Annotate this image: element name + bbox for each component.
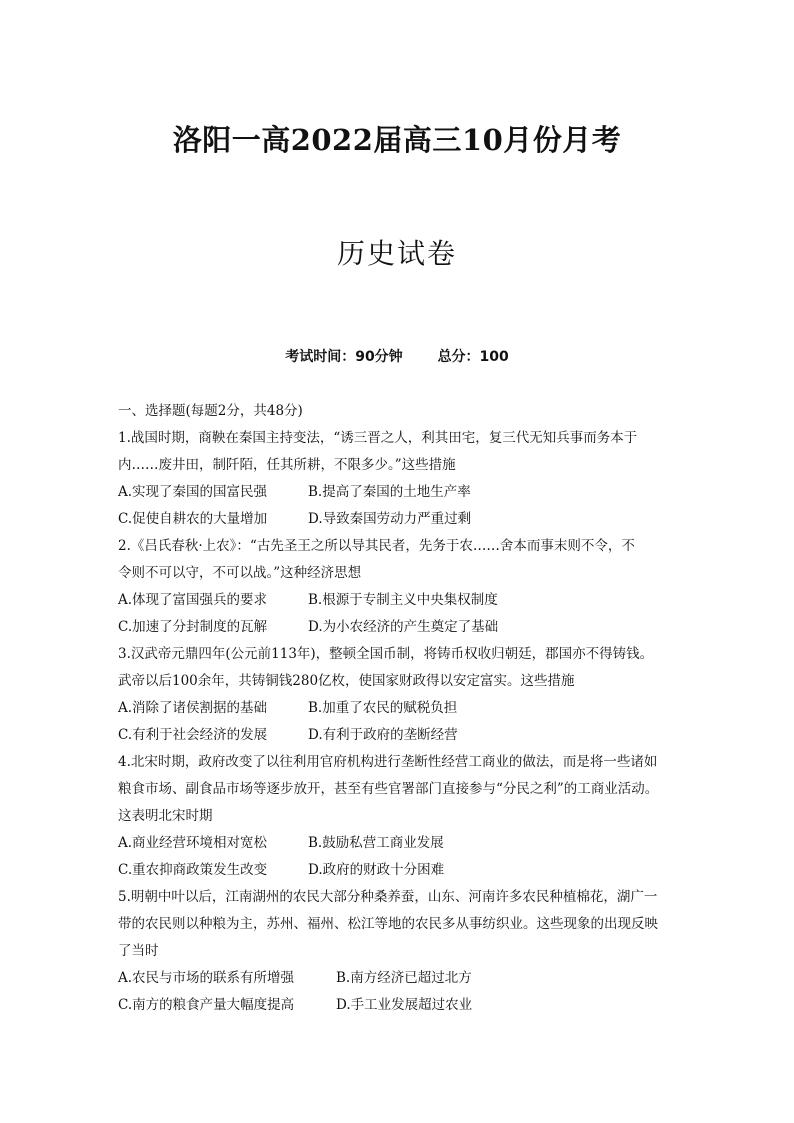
question-text-line: 2.《吕氏春秋·上农》：“古先圣王之所以导其民者，先务于农……舍本而事末则不令，不 bbox=[118, 538, 635, 554]
option-c: C.重农抑商政策发生改变 bbox=[118, 862, 268, 878]
question-text-line: 4.北宋时期，政府改变了以往利用官府机构进行垄断性经营工商业的做法，而是将一些诸如 bbox=[118, 754, 658, 770]
option-b: B.南方经济已超过北方 bbox=[336, 970, 472, 986]
question-text-line: 带的农民则以种粮为主，苏州、福州、松江等地的农民多从事纺织业。这些现象的出现反映 bbox=[118, 916, 658, 932]
option-c: C.南方的粮食产量大幅度提高 bbox=[118, 997, 295, 1013]
option-a: A.农民与市场的联系有所增强 bbox=[118, 970, 295, 986]
option-d: D.政府的财政十分困难 bbox=[308, 862, 445, 878]
option-c: C.有利于社会经济的发展 bbox=[118, 727, 268, 743]
option-d: D.导致秦国劳动力严重过剩 bbox=[308, 511, 472, 527]
exam-meta bbox=[0, 346, 794, 366]
option-row bbox=[118, 695, 680, 722]
option-a: A.实现了秦国的国富民强 bbox=[118, 484, 268, 500]
option-row bbox=[118, 479, 680, 506]
question-3 bbox=[118, 641, 680, 749]
option-b: B.根源于专制主义中央集权制度 bbox=[308, 592, 498, 608]
exam-time: 考试时间：90分钟 bbox=[285, 349, 403, 365]
question-text-line: 5.明朝中叶以后，江南湖州的农民大部分种桑养蚕，山东、河南许多农民种植棉花，湖广一 bbox=[118, 889, 658, 905]
option-row bbox=[118, 992, 680, 1019]
question-5 bbox=[118, 884, 680, 1019]
option-d: D.有利于政府的垄断经营 bbox=[308, 727, 458, 743]
question-text-line: 粮食市场、副食品市场等逐步放开，甚至有些官署部门直接参与“分民之利”的工商业活动。 bbox=[118, 781, 659, 797]
option-row bbox=[118, 830, 680, 857]
question-2 bbox=[118, 533, 680, 641]
option-row bbox=[118, 614, 680, 641]
option-c: C.加速了分封制度的瓦解 bbox=[118, 619, 268, 635]
option-row bbox=[118, 722, 680, 749]
option-a: A.商业经营环境相对宽松 bbox=[118, 835, 268, 851]
option-row bbox=[118, 857, 680, 884]
exam-subject: 历史试卷 bbox=[336, 237, 457, 270]
question-text-line: 武帝以后100余年，共铸铜钱280亿枚，使国家财政得以安定富实。这些措施 bbox=[118, 673, 575, 689]
section-heading: 一、选择题(每题2分，共48分) bbox=[118, 403, 303, 419]
question-section bbox=[118, 398, 680, 1019]
option-b: B.加重了农民的赋税负担 bbox=[308, 700, 458, 716]
option-d: D.为小农经济的产生奠定了基础 bbox=[308, 619, 499, 635]
exam-title: 洛阳一高2022届高三10月份月考 bbox=[172, 123, 622, 157]
question-text-line: 这表明北宋时期 bbox=[118, 808, 213, 824]
option-row bbox=[118, 587, 680, 614]
option-row bbox=[118, 506, 680, 533]
option-a: A.消除了诸侯割据的基础 bbox=[118, 700, 268, 716]
exam-total-score: 总分：100 bbox=[437, 349, 509, 365]
question-text-line: 内……废井田，制阡陌，任其所耕，不限多少。”这些措施 bbox=[118, 457, 456, 473]
option-row bbox=[118, 965, 680, 992]
question-text-line: 了当时 bbox=[118, 943, 159, 959]
option-d: D.手工业发展超过农业 bbox=[336, 997, 473, 1013]
question-text-line: 令则不可以守，不可以战。”这种经济思想 bbox=[118, 565, 362, 581]
option-a: A.体现了富国强兵的要求 bbox=[118, 592, 268, 608]
question-1 bbox=[118, 425, 680, 533]
question-4 bbox=[118, 749, 680, 884]
question-text-line: 3.汉武帝元鼎四年(公元前113年)，整顿全国币制，将铸币权收归朝廷，郡国亦不得铸钱。 bbox=[118, 646, 654, 662]
option-c: C.促使自耕农的大量增加 bbox=[118, 511, 268, 527]
option-b: B.提高了秦国的土地生产率 bbox=[308, 484, 471, 500]
option-b: B.鼓励私营工商业发展 bbox=[308, 835, 444, 851]
question-text-line: 1.战国时期，商鞅在秦国主持变法，“诱三晋之人，利其田宅，复三代无知兵事而务本于 bbox=[118, 430, 638, 446]
